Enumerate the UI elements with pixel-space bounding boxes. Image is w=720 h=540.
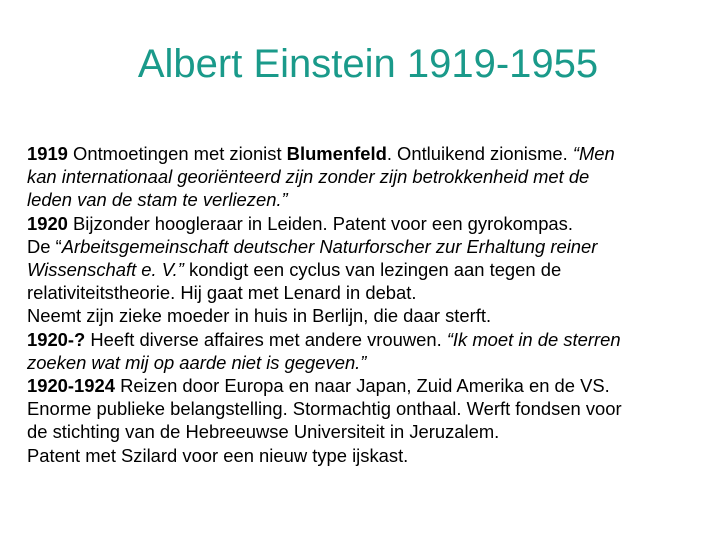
body-line — [27, 374, 697, 397]
bold-text-run: 1920-1924 — [27, 375, 115, 397]
text-run: Heeft diverse affaires met andere vrouwen. — [85, 328, 447, 350]
text-run: De “ — [27, 235, 62, 257]
text-run: . Ontluikend zionisme. — [386, 143, 573, 164]
italic-quote-run: “Men — [572, 143, 615, 164]
italic-quote-run: “Ik moet in de sterren — [446, 328, 621, 350]
italic-quote-run: zoeken wat mij op aarde niet is gegeven.” — [27, 351, 367, 373]
text-run: Ontmoetingen met zionist — [67, 143, 287, 164]
body-line — [27, 235, 697, 258]
text-run: Enorme publieke belangstelling. Stormachtig onthaal. Werft fondsen voor — [27, 398, 622, 420]
text-run: kondigt een cyclus van lezingen aan tegen de — [183, 259, 562, 281]
body-line — [27, 258, 697, 281]
slide-body-text — [27, 142, 697, 467]
bold-text-run: Blumenfeld — [286, 143, 387, 164]
text-run: Bijzonder hoogleraar in Leiden. Patent voor een gyrokompas. — [67, 212, 573, 234]
italic-quote-run: kan internationaal georiënteerd zijn zonder zijn betrokkenheid met de — [27, 166, 590, 188]
slide-title: Albert Einstein 1919-1955 — [137, 42, 599, 86]
bold-text-run: 1919 — [27, 143, 68, 164]
bold-text-run: 1920 — [27, 212, 68, 234]
text-run: relativiteitstheorie. Hij gaat met Lenard in debat. — [27, 282, 417, 304]
text-run: Patent met Szilard voor een nieuw type ijskast. — [27, 444, 409, 466]
text-run: Neemt zijn zieke moeder in huis in Berlijn, die daar sterft. — [27, 305, 492, 327]
body-line — [27, 328, 697, 351]
body-line — [27, 165, 697, 188]
italic-quote-run: Wissenschaft e. V.” — [27, 259, 184, 281]
text-run: Reizen door Europa en naar Japan, Zuid Amerika en de VS. — [114, 375, 610, 397]
body-line — [27, 142, 697, 165]
body-line — [27, 351, 697, 374]
body-line — [27, 212, 697, 235]
body-line — [27, 304, 697, 327]
body-line — [27, 397, 697, 420]
body-line — [27, 420, 697, 443]
body-line — [27, 444, 697, 467]
body-line — [27, 281, 697, 304]
bold-text-run: 1920-? — [27, 328, 86, 350]
text-run: de stichting van de Hebreeuwse Universiteit in Jeruzalem. — [27, 421, 500, 443]
body-line — [27, 188, 697, 211]
italic-quote-run: Arbeitsgemeinschaft deutscher Naturforscher zur Erhaltung reiner — [61, 235, 598, 257]
italic-quote-run: leden van de stam te verliezen.” — [27, 189, 288, 211]
